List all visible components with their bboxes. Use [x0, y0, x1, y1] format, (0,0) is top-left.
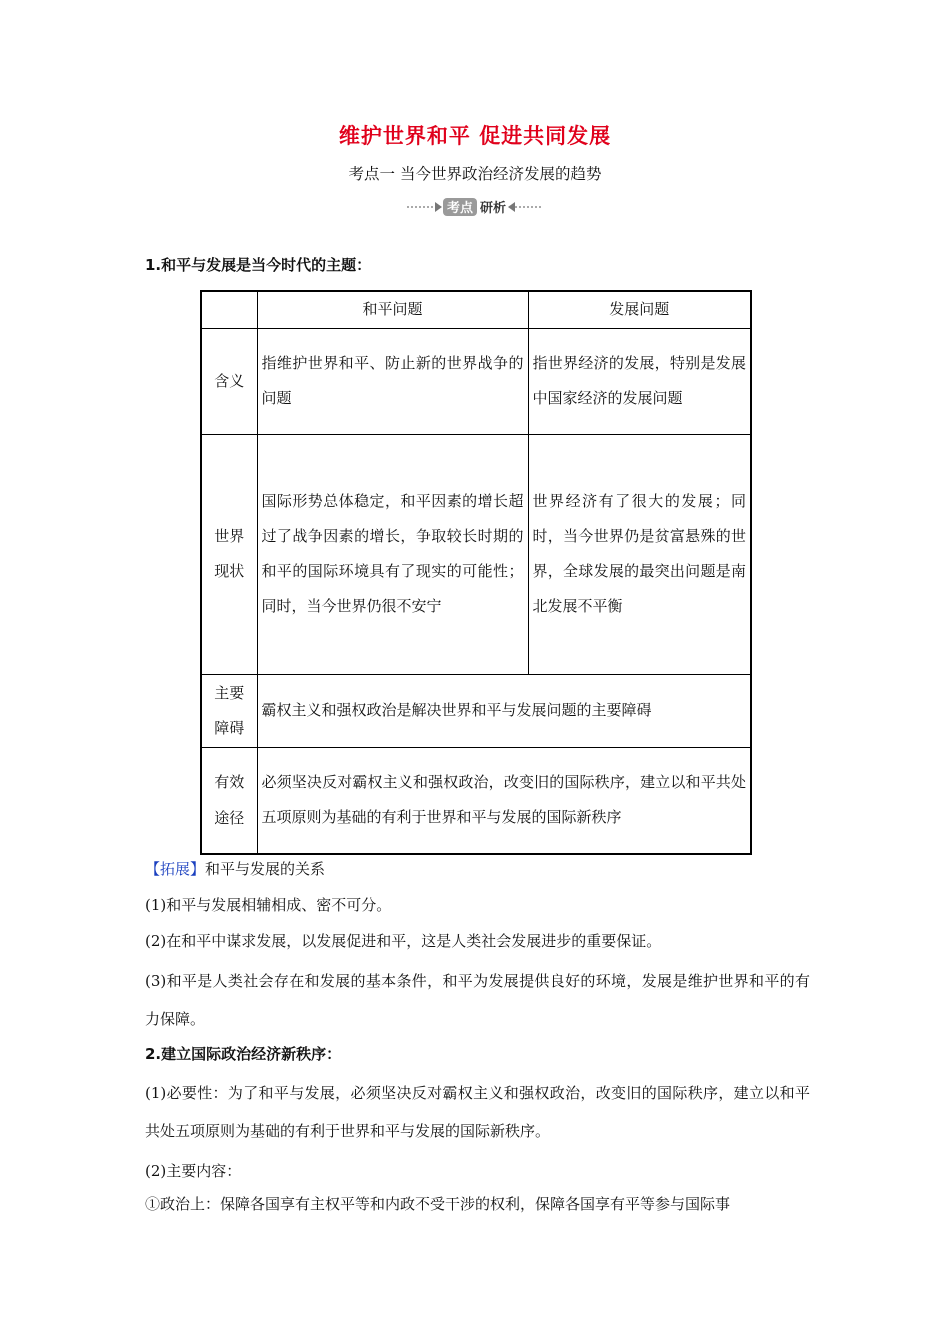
- extension-item: (2)在和平中谋求发展，以发展促进和平，这是人类社会发展进步的重要保证。: [145, 932, 662, 950]
- row-label-world-status: 世界现状: [201, 434, 257, 674]
- document-title: 维护世界和平 促进共同发展: [338, 124, 612, 148]
- section2-item: (1)必要性：为了和平与发展，必须坚决反对霸权主义和强权政治，改变旧的国际秩序，建立以和平共处五项原则为基础的有利于世界和平与发展的国际新秩序。: [145, 1084, 810, 1140]
- banner-left-text: 考点: [446, 201, 474, 216]
- table-header-empty: [201, 291, 257, 328]
- row-label-meaning: 含义: [201, 328, 257, 434]
- meaning-development-cell: 指世界经济的发展，特别是发展中国家经济的发展问题: [528, 328, 751, 434]
- section1-heading: 1.和平与发展是当今时代的主题：: [145, 256, 372, 274]
- peace-development-table: [200, 290, 752, 855]
- extension-item: (1)和平与发展相辅相成、密不可分。: [145, 896, 392, 914]
- status-peace-cell: 国际形势总体稳定，和平因素的增长超过了战争因素的增长，争取较长时期的和平的国际环境具有了现实的可能性；同时，当今世界仍很不安宁: [257, 434, 528, 674]
- banner-right-text: 研析: [479, 201, 507, 216]
- row-label-effective-approach: 有效途径: [201, 747, 257, 854]
- extension-title-line: [145, 851, 810, 887]
- main-obstacle-cell: 霸权主义和强权政治是解决世界和平与发展问题的主要障碍: [257, 674, 751, 747]
- table-row: [201, 434, 751, 674]
- status-development-cell: 世界经济有了很大的发展；同时，当今世界仍是贫富悬殊的世界，全球发展的最突出问题是南北发展不平衡: [528, 434, 751, 674]
- table-row: [201, 674, 751, 747]
- effective-approach-cell: 必须坚决反对霸权主义和强权政治，改变旧的国际秩序，建立以和平共处五项原则为基础的有利于世界和平与发展的国际新秩序: [257, 747, 751, 854]
- document-subtitle: 考点一 当今世界政治经济发展的趋势: [348, 165, 602, 183]
- extension-item: (3)和平是人类社会存在和发展的基本条件，和平为发展提供良好的环境，发展是维护世界和平的有力保障。: [145, 972, 810, 1028]
- section-banner: [405, 196, 545, 218]
- table-header-development: 发展问题: [528, 291, 751, 328]
- row-label-main-obstacle: 主要障碍: [201, 674, 257, 747]
- table-row: [201, 747, 751, 854]
- section2-item: (2)主要内容：: [145, 1162, 242, 1180]
- meaning-peace-cell: 指维护世界和平、防止新的世界战争的问题: [257, 328, 528, 434]
- extension-tag: 【拓展】: [145, 860, 206, 878]
- extension-title: 和平与发展的关系: [205, 860, 326, 878]
- section2-heading: 2.建立国际政治经济新秩序：: [145, 1045, 342, 1063]
- table-header-peace: 和平问题: [257, 291, 528, 328]
- table-header-row: [201, 291, 751, 328]
- section2-item: ①政治上：保障各国享有主权平等和内政不受干涉的权利，保障各国享有平等参与国际事: [145, 1195, 731, 1213]
- table-row: [201, 328, 751, 434]
